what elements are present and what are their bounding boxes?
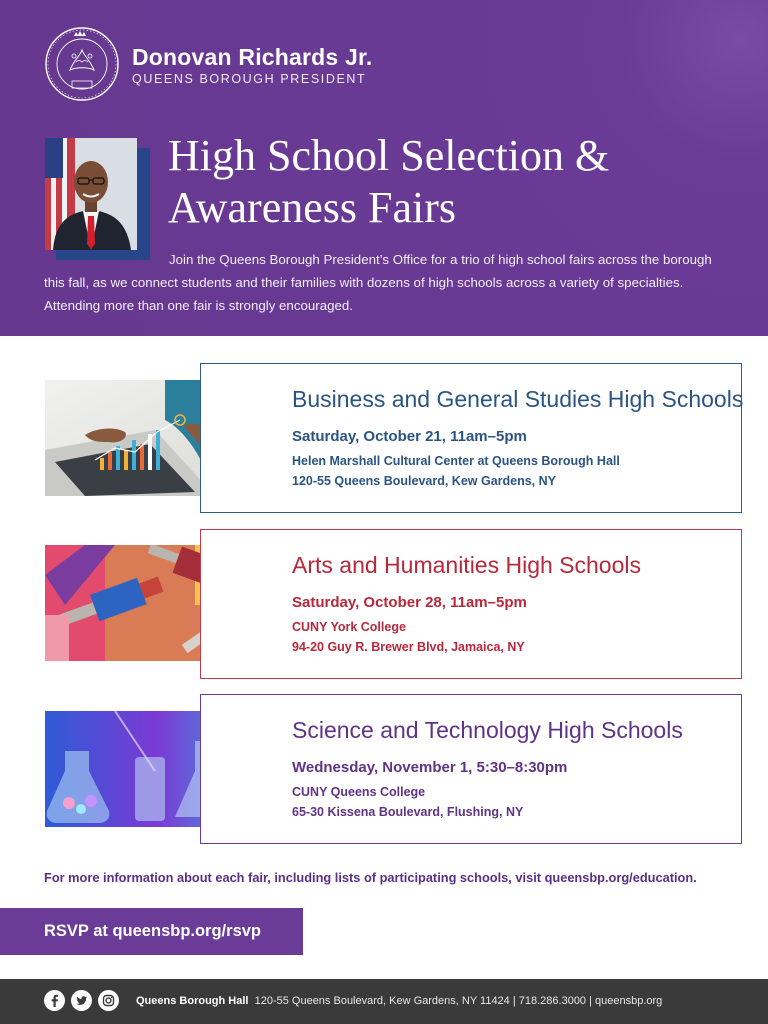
fair-date: Saturday, October 21, 11am–5pm [292, 428, 527, 445]
intro-paragraph: Join the Queens Borough President’s Office for a trio of high school fairs across the borough this fall, as we connect students and their families with dozens of high schools across a variety of specialties. Attending more than one fair is strongly encouraged. [44, 252, 712, 313]
official-portrait [45, 138, 137, 250]
fair-address: 120-55 Queens Boulevard, Kew Gardens, NY [292, 474, 556, 488]
borough-seal-logo [44, 26, 120, 102]
fair-date: Wednesday, November 1, 5:30–8:30pm [292, 759, 568, 776]
fair-card-arts [200, 529, 742, 679]
fair-card-business [200, 363, 742, 513]
official-name: Donovan Richards Jr. [132, 44, 373, 70]
fair-card-science [200, 694, 742, 844]
rsvp-banner-link[interactable]: RSVP at queensbp.org/rsvp [0, 908, 303, 955]
fair-date: Saturday, October 28, 11am–5pm [292, 594, 527, 611]
more-info-text: For more information about each fair, including lists of participating schools, visit queensbp.org/education. [44, 870, 697, 885]
fair-address: 65-30 Kissena Boulevard, Flushing, NY [292, 805, 524, 819]
fair-venue: CUNY York College [292, 620, 406, 634]
instagram-icon[interactable] [98, 990, 119, 1011]
header-banner [0, 0, 768, 336]
page-title [168, 130, 728, 234]
footer-building: Queens Borough Hall [136, 995, 249, 1007]
footer-details: 120-55 Queens Boulevard, Kew Gardens, NY 11424 | 718.286.3000 | queensbp.org [254, 995, 663, 1007]
fair-title: Science and Technology High Schools [292, 717, 683, 743]
page-title-line1: High School Selection & [168, 131, 610, 180]
page-title-line2: Awareness Fairs [168, 183, 456, 232]
official-role: QUEENS BOROUGH PRESIDENT [132, 72, 367, 86]
footer-contact [136, 995, 662, 1007]
footer-bar [0, 979, 768, 1024]
fair-venue: Helen Marshall Cultural Center at Queens Borough Hall [292, 454, 620, 468]
fair-venue: CUNY Queens College [292, 785, 426, 799]
twitter-icon[interactable] [71, 990, 92, 1011]
fair-title: Arts and Humanities High Schools [292, 552, 641, 578]
fair-title: Business and General Studies High Schools [292, 386, 744, 412]
facebook-icon[interactable] [44, 990, 65, 1011]
fair-address: 94-20 Guy R. Brewer Blvd, Jamaica, NY [292, 640, 525, 654]
